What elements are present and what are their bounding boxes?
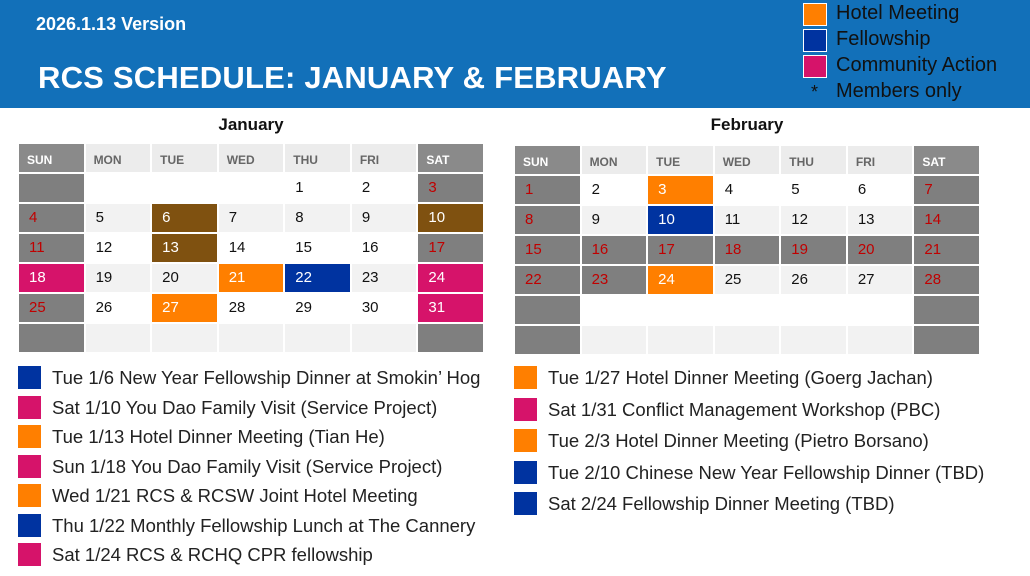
day-cell-empty: [714, 295, 781, 325]
day-cell-january-14: 14: [218, 233, 285, 263]
weekday-header-sat: SAT: [913, 145, 980, 175]
day-cell-february-10: 10: [647, 205, 714, 235]
weekday-header-sun: SUN: [18, 143, 85, 173]
day-cell-january-17: 17: [417, 233, 484, 263]
day-cell-february-3: 3: [647, 175, 714, 205]
day-cell-february-26: 26: [780, 265, 847, 295]
event-swatch-community: [18, 396, 41, 419]
legend-swatch-fellowship: [803, 29, 827, 52]
event-text: Sat 2/24 Fellowship Dinner Meeting (TBD): [548, 493, 895, 514]
day-cell-empty: [284, 323, 351, 353]
february-title: February: [710, 115, 784, 134]
day-cell-february-17: 17: [647, 235, 714, 265]
day-cell-february-12: 12: [780, 205, 847, 235]
day-cell-january-22: 22: [284, 263, 351, 293]
event-text: Thu 1/22 Monthly Fellowship Lunch at The Cannery: [52, 514, 476, 536]
day-cell-empty: [714, 325, 781, 355]
day-cell-empty: [151, 323, 218, 353]
day-cell-january-13: 13: [151, 233, 218, 263]
day-cell-january-4: 4: [18, 203, 85, 233]
event-text: Sat 1/24 RCS & RCHQ CPR fellowship: [52, 544, 373, 565]
day-cell-january-26: 26: [85, 293, 152, 323]
january-calendar: [18, 143, 484, 353]
day-cell-february-13: 13: [847, 205, 914, 235]
day-cell-february-20: 20: [847, 235, 914, 265]
day-cell-january-10: 10: [417, 203, 484, 233]
event-text: Tue 2/10 Chinese New Year Fellowship Dinner (TBD): [548, 461, 985, 483]
day-cell-empty: [417, 323, 484, 353]
day-cell-january-15: 15: [284, 233, 351, 263]
legend-label-members: Members only: [836, 80, 962, 102]
day-cell-february-18: 18: [714, 235, 781, 265]
legend-label-fellowship: Fellowship: [836, 28, 931, 50]
day-cell-january-23: 23: [351, 263, 418, 293]
day-cell-empty: [218, 323, 285, 353]
event-swatch-hotel: [514, 429, 537, 452]
day-cell-january-28: 28: [218, 293, 285, 323]
event-text: Tue 1/27 Hotel Dinner Meeting (Goerg Jachan): [548, 367, 933, 388]
event-text: Tue 2/3 Hotel Dinner Meeting (Pietro Borsano): [548, 430, 929, 451]
weekday-header-tue: TUE: [647, 145, 714, 175]
legend-swatch-community: [803, 55, 827, 78]
day-cell-february-5: 5: [780, 175, 847, 205]
day-cell-february-23: 23: [581, 265, 648, 295]
day-cell-february-15: 15: [514, 235, 581, 265]
event-swatch-community: [18, 543, 41, 566]
day-cell-empty: [85, 173, 152, 203]
day-cell-january-8: 8: [284, 203, 351, 233]
legend-swatch-hotel: [803, 3, 827, 26]
day-cell-february-9: 9: [581, 205, 648, 235]
day-cell-february-16: 16: [581, 235, 648, 265]
weekday-header-fri: FRI: [351, 143, 418, 173]
day-cell-empty: [514, 325, 581, 355]
weekday-header-wed: WED: [218, 143, 285, 173]
event-swatch-hotel: [18, 425, 41, 448]
day-cell-january-21: 21: [218, 263, 285, 293]
day-cell-january-24: 24: [417, 263, 484, 293]
event-text: Tue 1/13 Hotel Dinner Meeting (Tian He): [52, 426, 385, 447]
members-only-marker: *: [811, 82, 819, 102]
day-cell-january-27: 27: [151, 293, 218, 323]
day-cell-february-25: 25: [714, 265, 781, 295]
day-cell-january-3: 3: [417, 173, 484, 203]
day-cell-empty: [780, 295, 847, 325]
day-cell-january-7: 7: [218, 203, 285, 233]
weekday-header-mon: MON: [581, 145, 648, 175]
day-cell-january-9: 9: [351, 203, 418, 233]
day-cell-january-29: 29: [284, 293, 351, 323]
weekday-header-thu: THU: [284, 143, 351, 173]
day-cell-january-11: 11: [18, 233, 85, 263]
day-cell-january-12: 12: [85, 233, 152, 263]
event-swatch-hotel: [514, 366, 537, 389]
header-banner: [0, 0, 1030, 108]
day-cell-empty: [913, 325, 980, 355]
day-cell-february-22: 22: [514, 265, 581, 295]
event-text: Sat 1/31 Conflict Management Workshop (PBC): [548, 398, 941, 420]
day-cell-february-4: 4: [714, 175, 781, 205]
day-cell-january-16: 16: [351, 233, 418, 263]
day-cell-february-6: 6: [847, 175, 914, 205]
event-swatch-community: [514, 398, 537, 421]
day-cell-empty: [581, 295, 648, 325]
day-cell-empty: [780, 325, 847, 355]
day-cell-empty: [151, 173, 218, 203]
day-cell-empty: [847, 325, 914, 355]
day-cell-january-19: 19: [85, 263, 152, 293]
weekday-header-mon: MON: [85, 143, 152, 173]
day-cell-january-2: 2: [351, 173, 418, 203]
day-cell-february-19: 19: [780, 235, 847, 265]
event-swatch-hotel: [18, 484, 41, 507]
day-cell-empty: [18, 323, 85, 353]
weekday-header-thu: THU: [780, 145, 847, 175]
event-text: Sat 1/10 You Dao Family Visit (Service Project): [52, 396, 438, 418]
day-cell-february-7: 7: [913, 175, 980, 205]
event-swatch-fellowship: [18, 366, 41, 389]
february-calendar: [514, 145, 980, 355]
day-cell-january-25: 25: [18, 293, 85, 323]
day-cell-empty: [514, 295, 581, 325]
day-cell-january-1: 1: [284, 173, 351, 203]
event-swatch-community: [18, 455, 41, 478]
event-text: Sun 1/18 You Dao Family Visit (Service Project): [52, 455, 443, 477]
day-cell-empty: [351, 323, 418, 353]
day-cell-january-31: 31: [417, 293, 484, 323]
weekday-header-sat: SAT: [417, 143, 484, 173]
day-cell-february-24: 24: [647, 265, 714, 295]
weekday-header-wed: WED: [714, 145, 781, 175]
day-cell-february-28: 28: [913, 265, 980, 295]
event-swatch-fellowship: [18, 514, 41, 537]
event-text: Tue 1/6 New Year Fellowship Dinner at Smokin’ Hog: [52, 367, 481, 388]
day-cell-empty: [18, 173, 85, 203]
day-cell-february-1: 1: [514, 175, 581, 205]
day-cell-february-11: 11: [714, 205, 781, 235]
weekday-header-tue: TUE: [151, 143, 218, 173]
day-cell-february-21: 21: [913, 235, 980, 265]
day-cell-january-20: 20: [151, 263, 218, 293]
weekday-header-fri: FRI: [847, 145, 914, 175]
day-cell-february-2: 2: [581, 175, 648, 205]
day-cell-empty: [581, 325, 648, 355]
day-cell-february-8: 8: [514, 205, 581, 235]
day-cell-february-27: 27: [847, 265, 914, 295]
day-cell-january-30: 30: [351, 293, 418, 323]
january-title: January: [218, 115, 284, 134]
day-cell-empty: [218, 173, 285, 203]
day-cell-empty: [647, 325, 714, 355]
day-cell-january-18: 18: [18, 263, 85, 293]
weekday-header-sun: SUN: [514, 145, 581, 175]
day-cell-empty: [647, 295, 714, 325]
day-cell-january-6: 6: [151, 203, 218, 233]
legend-label-community: Community Action: [836, 54, 998, 76]
event-text: Wed 1/21 RCS & RCSW Joint Hotel Meeting: [52, 485, 418, 506]
day-cell-january-5: 5: [85, 203, 152, 233]
day-cell-empty: [847, 295, 914, 325]
day-cell-empty: [85, 323, 152, 353]
day-cell-empty: [913, 295, 980, 325]
event-swatch-fellowship: [514, 492, 537, 515]
legend-label-hotel: Hotel Meeting: [836, 2, 960, 24]
day-cell-february-14: 14: [913, 205, 980, 235]
event-swatch-fellowship: [514, 461, 537, 484]
version-label: 2026.1.13 Version: [36, 14, 187, 34]
page-title: RCS SCHEDULE: JANUARY & FEBRUARY: [38, 60, 667, 95]
